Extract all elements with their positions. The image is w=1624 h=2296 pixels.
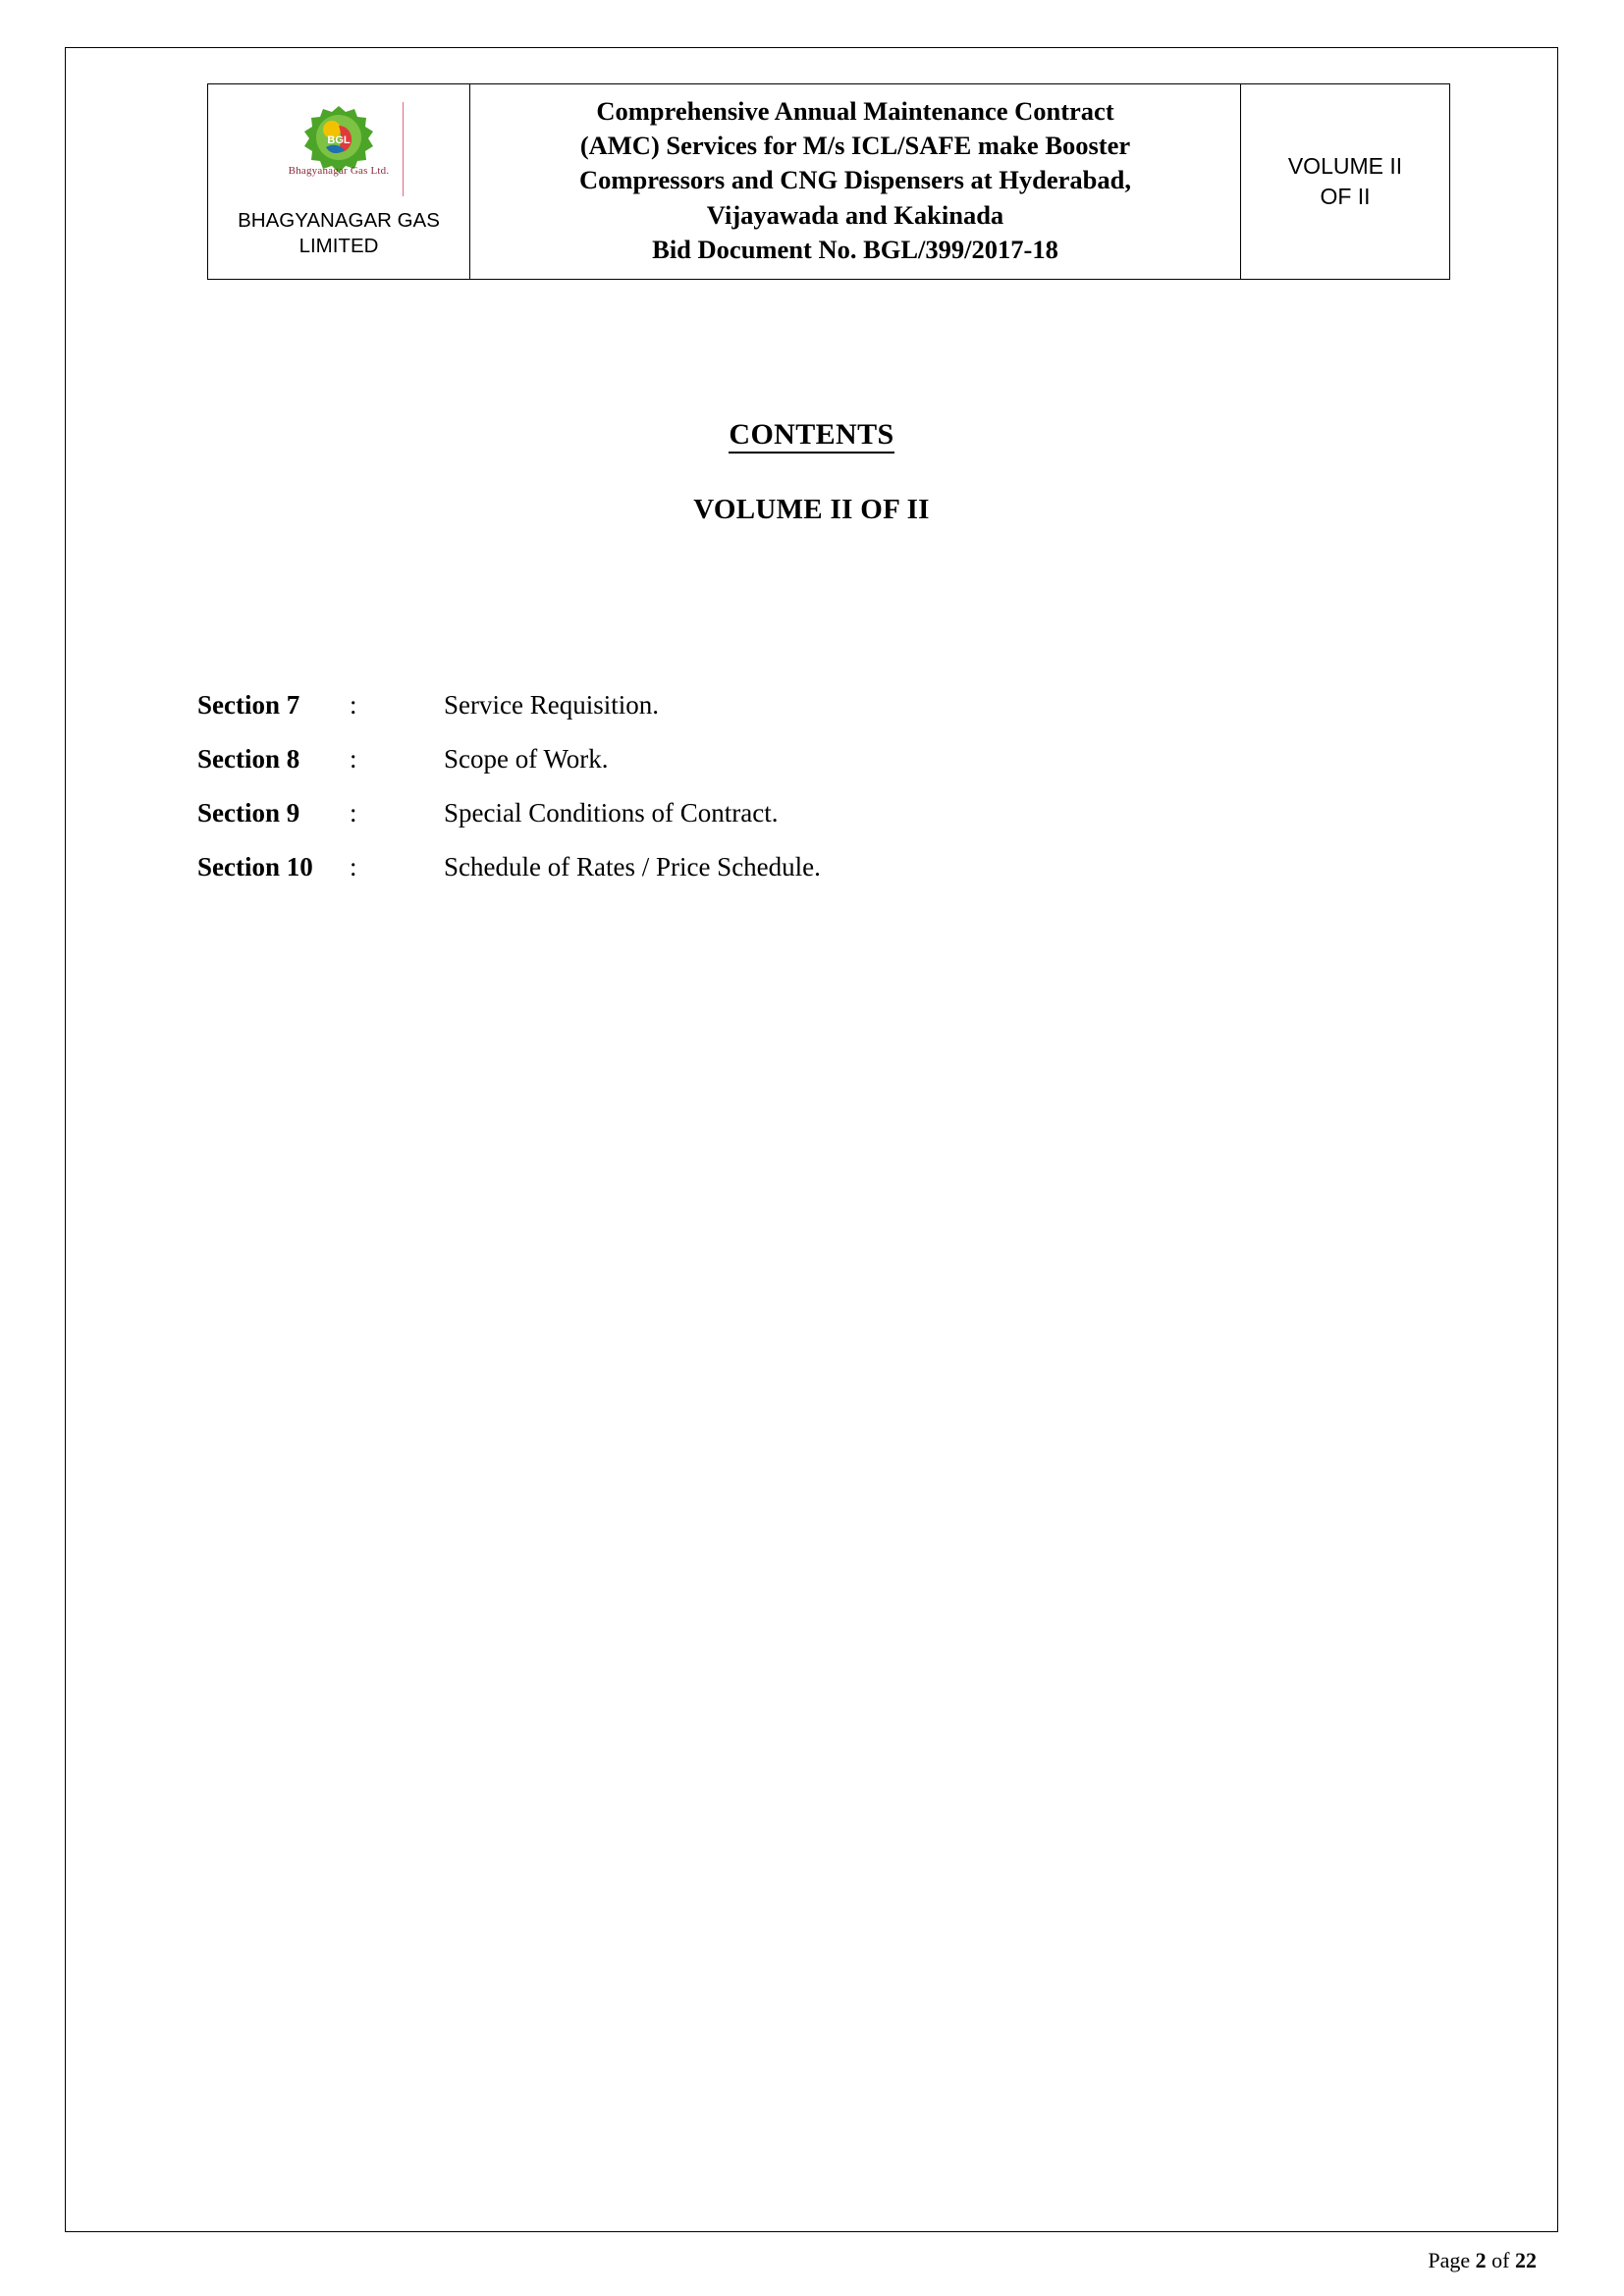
header-volume-cell xyxy=(1241,84,1450,280)
toc-row xyxy=(197,798,1326,852)
title-line-4: Vijayawada and Kakinada xyxy=(706,199,1004,230)
toc-row xyxy=(197,690,1326,744)
table-of-contents xyxy=(197,690,1326,906)
document-header-table xyxy=(207,83,1450,280)
header-logo-cell xyxy=(208,84,470,280)
toc-separator: : xyxy=(350,690,357,720)
toc-section-label: Section 9 xyxy=(197,798,300,828)
toc-entry-title: Schedule of Rates / Price Schedule. xyxy=(444,852,821,881)
title-line-1: Comprehensive Annual Maintenance Contract xyxy=(596,96,1114,126)
page-content xyxy=(65,47,1558,2272)
toc-section-label: Section 7 xyxy=(197,690,300,720)
volume-heading: VOLUME II OF II xyxy=(693,494,930,525)
toc-entry-title: Scope of Work. xyxy=(444,744,609,774)
header-row xyxy=(208,84,1450,280)
bid-document-number: Bid Document No. BGL/399/2017-18 xyxy=(652,234,1058,264)
toc-row xyxy=(197,744,1326,798)
toc-separator: : xyxy=(350,798,357,828)
footer-middle: of xyxy=(1486,2248,1515,2272)
header-title-cell xyxy=(470,84,1241,280)
toc-section-label: Section 8 xyxy=(197,744,300,774)
contents-heading xyxy=(65,418,1558,452)
logo-tagline: Bhagyanagar Gas Ltd. xyxy=(288,165,390,178)
page-footer xyxy=(1428,2248,1537,2273)
toc-entry-title: Service Requisition. xyxy=(444,690,659,720)
footer-total-pages: 22 xyxy=(1515,2248,1537,2272)
logo-wrapper xyxy=(212,100,465,206)
toc-section-label: Section 10 xyxy=(197,852,313,881)
contents-heading-text: CONTENTS xyxy=(729,418,893,454)
toc-row xyxy=(197,852,1326,906)
toc-separator: : xyxy=(350,852,357,881)
svg-text:BGL: BGL xyxy=(327,134,351,147)
company-name: BHAGYANAGAR GAS LIMITED xyxy=(238,209,440,258)
toc-separator: : xyxy=(350,744,357,774)
volume-line-2: OF II xyxy=(1320,184,1371,210)
logo-divider xyxy=(403,102,404,196)
title-line-3: Compressors and CNG Dispensers at Hyderabad, xyxy=(579,165,1131,195)
title-line-2: (AMC) Services for M/s ICL/SAFE make Booster xyxy=(579,131,1131,161)
toc-entry-title: Special Conditions of Contract. xyxy=(444,798,779,828)
volume-line-1: VOLUME II xyxy=(1287,153,1403,180)
footer-current-page: 2 xyxy=(1475,2248,1487,2272)
footer-prefix: Page xyxy=(1428,2248,1476,2272)
